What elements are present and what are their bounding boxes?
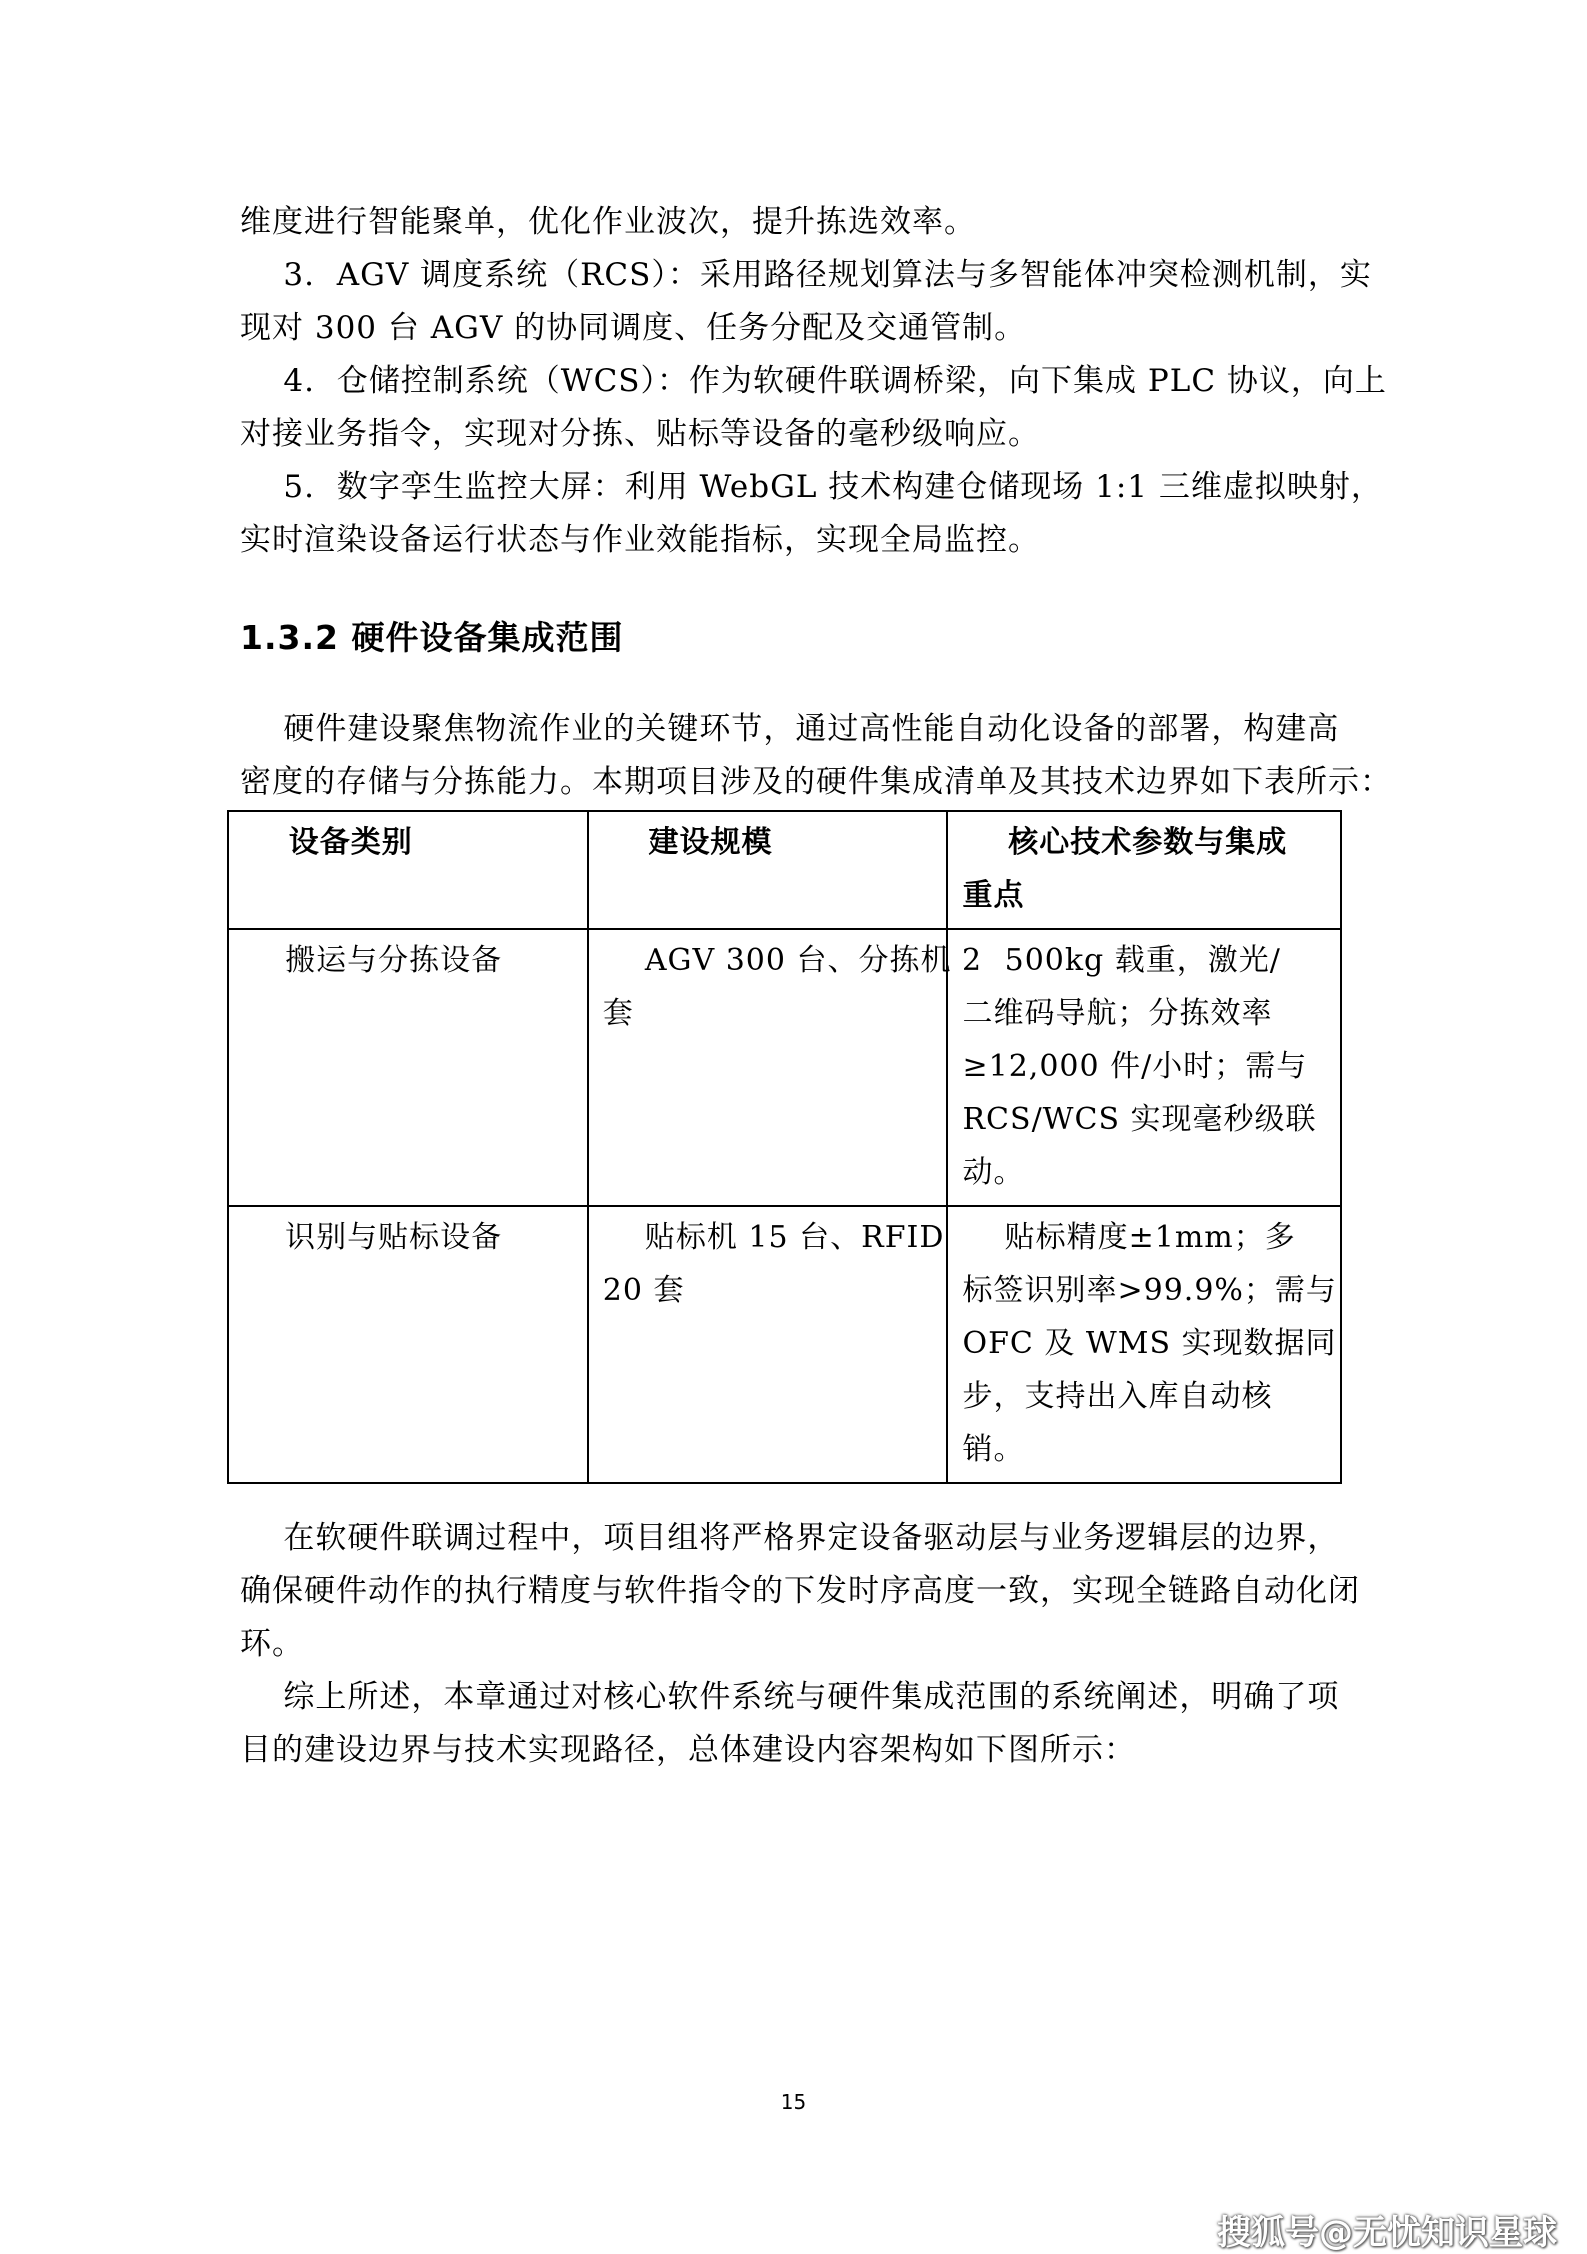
table-header-cell: 核心技术参数与集成 重点 xyxy=(947,811,1341,929)
paragraph-hardware-intro: 硬件建设聚焦物流作业的关键环节，通过高性能自动化设备的部署，构建高 密度的存储与分拣能力。本期项目涉及的硬件集成清单及其技术边界如下表所示： xyxy=(240,711,1392,800)
table-cell: 搬运与分拣设备 xyxy=(228,929,588,1206)
paragraph-integration: 在软硬件联调过程中，项目组将严格界定设备驱动层与业务逻辑层的边界， 确保硬件动作的执行精度与软件指令的下发时序高度一致，实现全链路自动化闭 环。 xyxy=(240,1520,1360,1662)
table-cell: AGV 300 台、分拣机 2 套 xyxy=(588,929,948,1206)
paragraph-digital-twin: 5. 数字孪生监控大屏：利用 WebGL 技术构建仓储现场 1:1 三维虚拟映射， 实时渲染设备运行状态与作业效能指标，实现全局监控。 xyxy=(240,469,1383,558)
table-row xyxy=(228,1206,1341,1483)
section-heading: 1.3.2 硬件设备集成范围 xyxy=(240,618,624,657)
table-cell: 识别与贴标设备 xyxy=(228,1206,588,1483)
table-header-row xyxy=(228,811,1341,929)
table-header-cell: 建设规模 xyxy=(588,811,948,929)
page-number: 15 xyxy=(780,2090,807,2114)
table-cell: 贴标机 15 台、RFID 20 套 xyxy=(588,1206,948,1483)
paragraph-1: 维度进行智能聚单，优化作业波次，提升拣选效率。 xyxy=(240,204,976,240)
table-header-cell: 设备类别 xyxy=(228,811,588,929)
table-cell: 500kg 载重，激光/ 二维码导航；分拣效率 ≥12,000 件/小时；需与 RCS/WCS 实现毫秒级联 动。 xyxy=(947,929,1341,1206)
table-cell: 贴标精度±1mm；多 标签识别率>99.9%；需与 OFC 及 WMS 实现数据同 步，支持出入库自动核 销。 xyxy=(947,1206,1341,1483)
table-row xyxy=(228,929,1341,1206)
paragraph-rcs: 3. AGV 调度系统（RCS）：采用路径规划算法与多智能体冲突检测机制，实 现对 300 台 AGV 的协同调度、任务分配及交通管制。 xyxy=(240,257,1372,346)
paragraph-summary: 综上所述，本章通过对核心软件系统与硬件集成范围的系统阐述，明确了项 目的建设边界与技术实现路径，总体建设内容架构如下图所示： xyxy=(240,1679,1340,1768)
hardware-table xyxy=(227,810,1342,1484)
watermark: 搜狐号@无忧知识星球 xyxy=(1217,2213,1557,2253)
paragraph-wcs: 4. 仓储控制系统（WCS）：作为软硬件联调桥梁，向下集成 PLC 协议，向上 对接业务指令，实现对分拣、贴标等设备的毫秒级响应。 xyxy=(240,363,1387,452)
